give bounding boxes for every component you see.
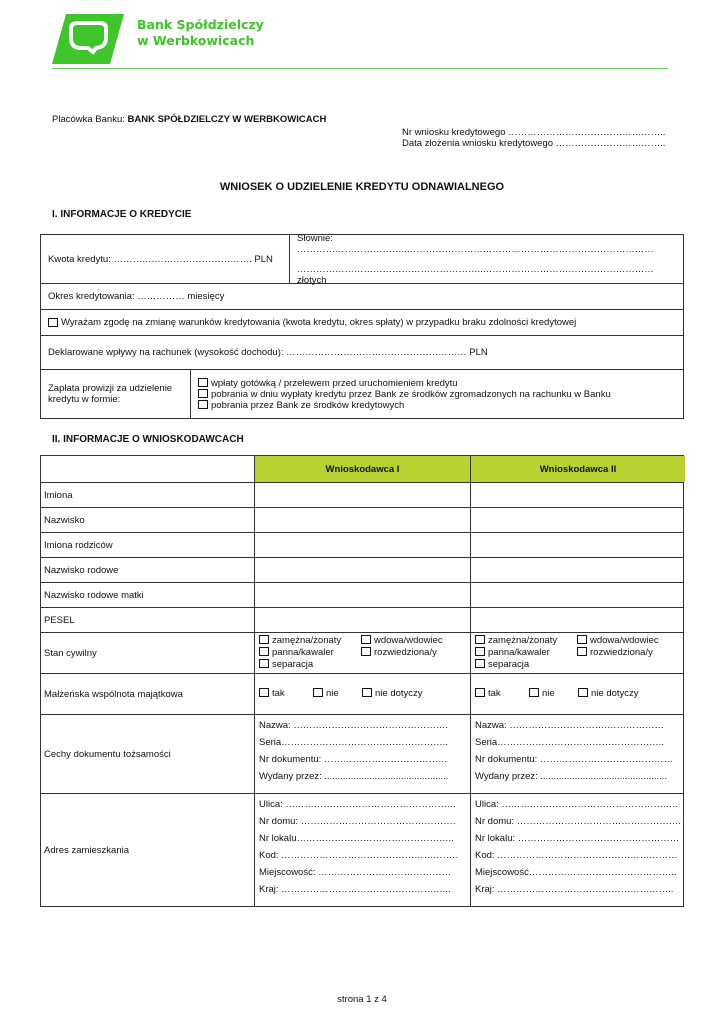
applicant1-flat-no-field[interactable]: Nr lokalu………………………………………….. <box>259 833 454 844</box>
pesel-label: PESEL <box>41 608 255 632</box>
amount-words-line1: Słownie: ……………………………..…………………………………………………………………… <box>297 232 654 255</box>
applicant1-mother-family-name-field[interactable] <box>255 583 471 607</box>
applicants-table <box>40 455 684 907</box>
applicant2-joint-na-label: nie dotyczy <box>591 688 639 699</box>
fee-option-1 <box>198 378 458 389</box>
applicant1-first-names-field[interactable] <box>255 483 471 507</box>
applicant2-joint-no-checkbox[interactable] <box>529 688 539 697</box>
applicant2-married-checkbox[interactable] <box>475 635 485 644</box>
joint-property-label: Małżeńska wspólnota majątkowa <box>41 674 255 714</box>
family-name-label: Nazwisko rodowe <box>41 558 255 582</box>
applicant2-widowed-label: wdowa/wdowiec <box>590 635 659 646</box>
applicant1-postcode-field[interactable]: Kod: ……………………………………………….. <box>259 850 458 861</box>
consent-text: Wyrażam zgodę na zmianę warunków kredytowania (kwota kredytu, okres spłaty) w przypadku braku zdolności kredytowej <box>61 317 577 328</box>
applicant2-joint-yes-checkbox[interactable] <box>475 688 485 697</box>
address-label: Adres zamieszkania <box>41 794 255 906</box>
applicant2-country-field[interactable]: Kraj: ……………………………………………….. <box>475 884 674 895</box>
table-row <box>41 583 683 608</box>
application-number-field[interactable]: Nr wniosku kredytowego ………………………………………….. <box>402 127 666 138</box>
applicant1-doc-issuer-field[interactable]: Wydany przez: ............................................... <box>259 771 449 782</box>
form-title: WNIOSEK O UDZIELENIE KREDYTU ODNAWIALNEGO <box>219 181 505 193</box>
amount-in-words-field[interactable] <box>290 232 683 286</box>
credit-info-table <box>40 234 684 419</box>
applicant1-widowed-checkbox[interactable] <box>361 635 371 644</box>
amount-row <box>41 232 683 286</box>
applicant1-separated-checkbox[interactable] <box>259 659 269 668</box>
applicant2-flat-no-field[interactable]: Nr lokalu: …………………………………………… <box>475 833 680 844</box>
applicant2-joint-no-label: nie <box>542 688 555 699</box>
address-row <box>41 794 683 906</box>
credit-amount-field[interactable] <box>41 235 290 283</box>
applicant1-joint-no-checkbox[interactable] <box>313 688 323 697</box>
fee-option-1-label: wpłaty gotówką / przelewem przed uruchomieniem kredytu <box>211 377 458 389</box>
applicant1-joint-na-label: nie dotyczy <box>375 688 423 699</box>
section2-heading: II. INFORMACJE O WNIOSKODAWCACH <box>52 434 244 445</box>
applicant2-doc-series-field[interactable]: Seria…………………………………………….. <box>475 737 664 748</box>
table-row <box>41 483 683 508</box>
applicant1-doc-number-field[interactable]: Nr dokumentu: ………………………………… <box>259 754 448 765</box>
fee-option-3-label: pobrania przez Bank ze środków kredytowych <box>211 399 405 411</box>
applicant2-parents-names-field[interactable] <box>471 533 685 557</box>
applicant1-separated-label: separacja <box>272 659 314 670</box>
table-row <box>41 608 683 633</box>
applicant2-family-name-field[interactable] <box>471 558 685 582</box>
applicant1-single-label: panna/kawaler <box>272 647 334 658</box>
table-row <box>41 533 683 558</box>
applicant2-doc-number-field[interactable]: Nr dokumentu: …………………………………… <box>475 754 673 765</box>
bank-name-line2: w Werbkowicach <box>137 33 255 48</box>
applicant1-widowed-label: wdowa/wdowiec <box>374 635 443 646</box>
fee-option-2-checkbox[interactable] <box>198 389 208 398</box>
fee-option-3-checkbox[interactable] <box>198 400 208 409</box>
applicant2-first-names-field[interactable] <box>471 483 685 507</box>
section1-heading: I. INFORMACJE O KREDYCIE <box>52 209 192 220</box>
applicants-header-row <box>41 456 683 483</box>
credit-amount-text: Kwota kredytu: ………….…………………………. PLN <box>48 253 273 265</box>
header-divider <box>52 68 668 69</box>
parents-names-label: Imiona rodziców <box>41 533 255 557</box>
bank-logo-icon <box>52 14 124 64</box>
applicant2-postcode-field[interactable]: Kod: ………………………………………………… <box>475 850 678 861</box>
bank-name-line1: Bank Spółdzielczy <box>137 17 264 32</box>
table-row <box>41 558 683 583</box>
applicant1-doc-name-field[interactable]: Nazwa: …………………………………………. <box>259 720 448 731</box>
id-document-row <box>41 715 683 794</box>
applicant1-single-checkbox[interactable] <box>259 647 269 656</box>
applicant1-doc-series-field[interactable]: Seria…………………………………………….. <box>259 737 448 748</box>
mother-family-name-label: Nazwisko rodowe matki <box>41 583 255 607</box>
applicant2-city-field[interactable]: Miejscowość……………………………………….. <box>475 867 677 878</box>
applicant1-married-checkbox[interactable] <box>259 635 269 644</box>
applicant1-street-field[interactable]: Ulica: ……………………………………………… <box>259 799 457 810</box>
applicant1-city-field[interactable]: Miejscowość: …………………………………… <box>259 867 452 878</box>
applicant2-house-no-field[interactable]: Nr domu: ……………………………………………. <box>475 816 681 827</box>
applicant1-joint-yes-checkbox[interactable] <box>259 688 269 697</box>
applicant2-single-label: panna/kawaler <box>488 647 550 658</box>
applicant1-divorced-checkbox[interactable] <box>361 647 371 656</box>
applicant2-separated-checkbox[interactable] <box>475 659 485 668</box>
fee-label: Zapłata prowizji za udzielenie kredytu w formie: <box>48 383 173 405</box>
applicant2-joint-na-checkbox[interactable] <box>578 688 588 697</box>
applicant1-surname-field[interactable] <box>255 508 471 532</box>
income-row <box>41 336 683 370</box>
applicant2-surname-field[interactable] <box>471 508 685 532</box>
branch-label: Placówka Banku: <box>52 114 128 125</box>
applicant1-divorced-label: rozwiedziona/y <box>374 647 437 658</box>
applicant2-divorced-label: rozwiedziona/y <box>590 647 653 658</box>
fee-row <box>41 370 683 418</box>
fee-option-3 <box>198 400 404 411</box>
fee-option-2 <box>198 389 611 400</box>
marital-status-row <box>41 633 683 674</box>
applicant1-joint-na-checkbox[interactable] <box>362 688 372 697</box>
consent-row <box>41 310 683 336</box>
fee-option-1-checkbox[interactable] <box>198 378 208 387</box>
declared-income-text: Deklarowane wpływy na rachunek (wysokość dochodu): ………………………………………………… PLN <box>48 347 488 358</box>
marital-status-label: Stan cywilny <box>41 633 255 673</box>
applicant2-married-label: zamężna/żonaty <box>488 635 558 646</box>
applicant1-married-label: zamężna/żonaty <box>272 635 342 646</box>
applicant2-mother-family-name-field[interactable] <box>471 583 685 607</box>
applicant2-doc-name-field[interactable]: Nazwa: ………………………….……………… <box>475 720 664 731</box>
applicant1-family-name-field[interactable] <box>255 558 471 582</box>
applicant1-country-field[interactable]: Kraj: ……………………………………………... <box>259 884 451 895</box>
applicant1-joint-no-label: nie <box>326 688 339 699</box>
applicant2-separated-label: separacja <box>488 659 530 670</box>
page-number: strona 1 z 4 <box>337 994 387 1005</box>
applicant1-house-no-field[interactable]: Nr domu: …………………………………………. <box>259 816 456 827</box>
applicant2-doc-issuer-field[interactable]: Wydany przez: ................................................ <box>475 771 668 782</box>
consent-checkbox[interactable] <box>48 318 58 327</box>
table-row <box>41 508 683 533</box>
applicant2-widowed-checkbox[interactable] <box>577 635 587 644</box>
declared-income-field[interactable] <box>41 336 683 369</box>
branch-value: BANK SPÓŁDZIELCZY W WERBKOWICACH <box>127 114 327 125</box>
applicant1-parents-names-field[interactable] <box>255 533 471 557</box>
submission-date-field[interactable]: Data złożenia wniosku kredytowego …………………………….. <box>402 138 666 149</box>
applicant2-header: Wnioskodawca II <box>539 463 617 475</box>
applicant2-joint-yes-label: tak <box>488 688 501 699</box>
surname-label: Nazwisko <box>41 508 255 532</box>
first-names-label: Imiona <box>41 483 255 507</box>
applicant1-header: Wnioskodawca I <box>325 463 400 475</box>
credit-period-text: Okres kredytowania: …………… miesięcy <box>48 291 225 302</box>
applicant2-street-field[interactable]: Ulica: ……………………………………………….. <box>475 799 678 810</box>
credit-period-field[interactable] <box>41 284 683 309</box>
applicant2-divorced-checkbox[interactable] <box>577 647 587 656</box>
applicant1-joint-yes-label: tak <box>272 688 285 699</box>
joint-property-row <box>41 674 683 715</box>
id-document-label: Cechy dokumentu tożsamości <box>41 715 255 793</box>
applicant1-pesel-field[interactable] <box>255 608 471 632</box>
amount-words-line2: …………………………………………………..………………………………………………złotych <box>297 263 654 286</box>
fee-option-2-label: pobrania w dniu wypłaty kredytu przez Bank ze środków zgromadzonych na rachunku w Banku <box>211 388 611 400</box>
applicant2-single-checkbox[interactable] <box>475 647 485 656</box>
applicant2-pesel-field[interactable] <box>471 608 685 632</box>
period-row <box>41 284 683 310</box>
branch-info <box>52 114 326 125</box>
